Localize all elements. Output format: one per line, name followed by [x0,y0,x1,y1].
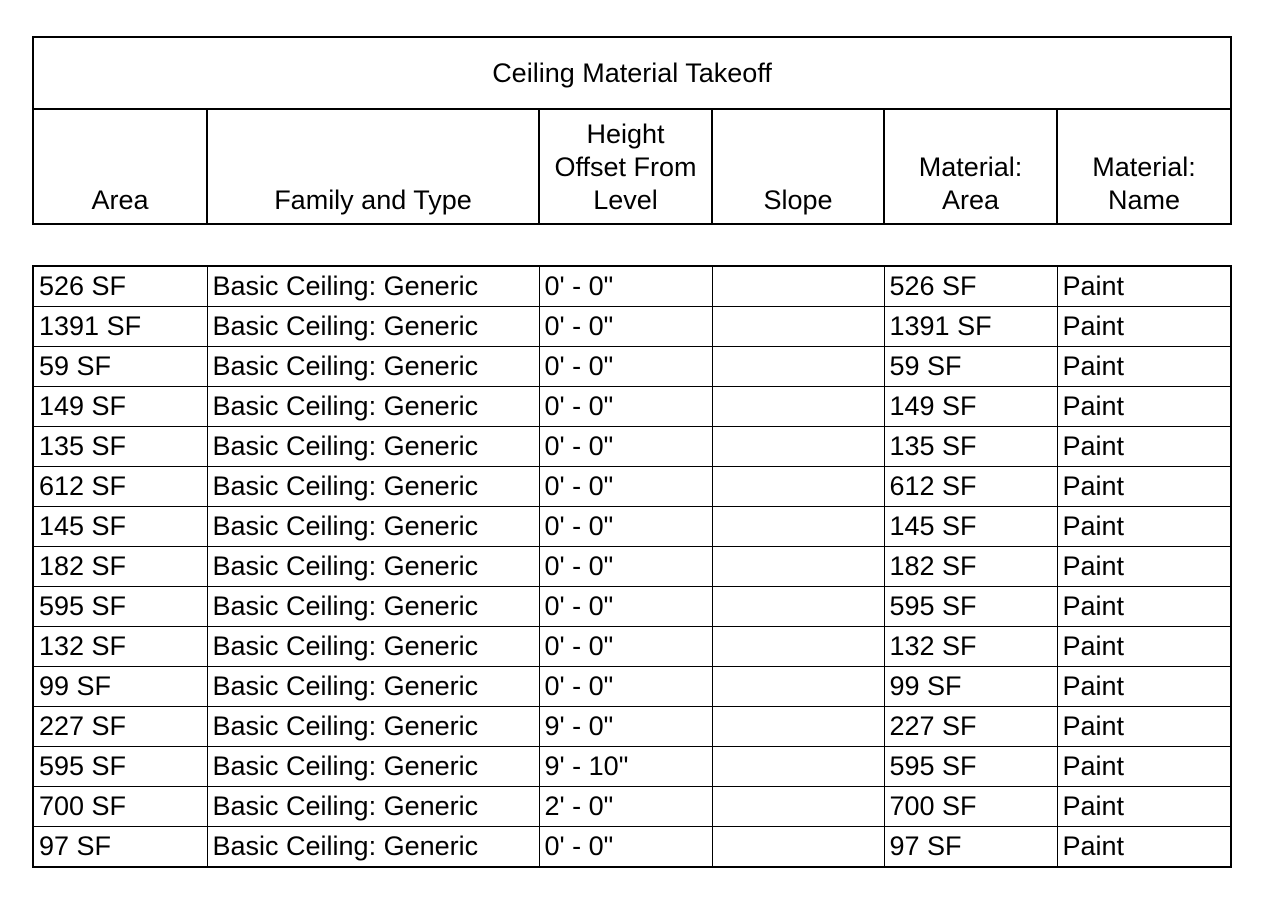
cell-family-and-type: Basic Ceiling: Generic [207,747,539,787]
cell-family-and-type: Basic Ceiling: Generic [207,667,539,707]
cell-material-name: Paint [1057,787,1231,827]
table-row [33,747,1231,787]
cell-material-area: 700 SF [884,787,1057,827]
cell-slope [712,547,884,587]
cell-height-offset-from-level: 9' - 0" [539,707,712,747]
cell-area: 595 SF [33,587,207,627]
cell-slope [712,387,884,427]
cell-family-and-type: Basic Ceiling: Generic [207,827,539,868]
schedule-gap [32,225,1230,265]
cell-height-offset-from-level: 0' - 0" [539,587,712,627]
column-header-family-and-type [207,109,539,224]
column-header-material-area [884,109,1057,224]
cell-family-and-type: Basic Ceiling: Generic [207,347,539,387]
cell-family-and-type: Basic Ceiling: Generic [207,427,539,467]
column-header-line: Height [586,119,665,149]
cell-area: 526 SF [33,266,207,307]
cell-family-and-type: Basic Ceiling: Generic [207,507,539,547]
cell-height-offset-from-level: 0' - 0" [539,427,712,467]
cell-slope [712,747,884,787]
cell-slope [712,507,884,547]
cell-height-offset-from-level: 9' - 10" [539,747,712,787]
table-row [33,587,1231,627]
cell-material-name: Paint [1057,266,1231,307]
cell-height-offset-from-level: 0' - 0" [539,627,712,667]
table-row [33,827,1231,868]
column-header-line: Slope [763,185,833,215]
cell-family-and-type: Basic Ceiling: Generic [207,387,539,427]
cell-slope [712,307,884,347]
cell-material-name: Paint [1057,467,1231,507]
table-row [33,507,1231,547]
cell-material-area: 595 SF [884,747,1057,787]
cell-area: 99 SF [33,667,207,707]
cell-height-offset-from-level: 0' - 0" [539,467,712,507]
cell-material-name: Paint [1057,427,1231,467]
cell-slope [712,707,884,747]
cell-material-area: 97 SF [884,827,1057,868]
cell-height-offset-from-level: 0' - 0" [539,547,712,587]
cell-area: 149 SF [33,387,207,427]
cell-height-offset-from-level: 0' - 0" [539,307,712,347]
column-header-line: Material: [918,152,1023,182]
column-header-height-offset-from-level [539,109,712,224]
cell-material-name: Paint [1057,827,1231,868]
cell-family-and-type: Basic Ceiling: Generic [207,787,539,827]
cell-slope [712,787,884,827]
table-row [33,307,1231,347]
cell-area: 135 SF [33,427,207,467]
cell-material-area: 132 SF [884,627,1057,667]
cell-area: 132 SF [33,627,207,667]
column-header-line: Area [91,185,149,215]
cell-material-area: 1391 SF [884,307,1057,347]
cell-material-name: Paint [1057,547,1231,587]
table-row [33,787,1231,827]
table-row [33,427,1231,467]
cell-height-offset-from-level: 0' - 0" [539,266,712,307]
cell-height-offset-from-level: 2' - 0" [539,787,712,827]
cell-material-area: 149 SF [884,387,1057,427]
cell-material-name: Paint [1057,747,1231,787]
cell-material-area: 59 SF [884,347,1057,387]
cell-material-name: Paint [1057,587,1231,627]
cell-slope [712,266,884,307]
cell-material-area: 99 SF [884,667,1057,707]
cell-area: 700 SF [33,787,207,827]
column-header-line: Name [1108,185,1181,215]
cell-material-name: Paint [1057,347,1231,387]
cell-family-and-type: Basic Ceiling: Generic [207,307,539,347]
cell-height-offset-from-level: 0' - 0" [539,507,712,547]
cell-material-area: 135 SF [884,427,1057,467]
column-header-material-name [1057,109,1231,224]
schedule-header-table [32,36,1232,225]
table-row [33,467,1231,507]
cell-material-name: Paint [1057,307,1231,347]
schedule-body-table [32,265,1232,868]
cell-material-area: 595 SF [884,587,1057,627]
cell-slope [712,587,884,627]
cell-material-area: 182 SF [884,547,1057,587]
cell-family-and-type: Basic Ceiling: Generic [207,587,539,627]
cell-material-name: Paint [1057,627,1231,667]
table-row [33,347,1231,387]
cell-family-and-type: Basic Ceiling: Generic [207,266,539,307]
schedule-title: Ceiling Material Takeoff [33,37,1231,109]
ceiling-material-takeoff-schedule [32,36,1230,868]
cell-height-offset-from-level: 0' - 0" [539,387,712,427]
table-row [33,627,1231,667]
cell-slope [712,467,884,507]
column-header-line: Level [593,185,658,215]
cell-area: 182 SF [33,547,207,587]
cell-height-offset-from-level: 0' - 0" [539,347,712,387]
cell-area: 59 SF [33,347,207,387]
cell-area: 97 SF [33,827,207,868]
cell-area: 595 SF [33,747,207,787]
column-header-slope [712,109,884,224]
column-header-line: Offset From [554,152,697,182]
cell-height-offset-from-level: 0' - 0" [539,827,712,868]
cell-family-and-type: Basic Ceiling: Generic [207,467,539,507]
cell-height-offset-from-level: 0' - 0" [539,667,712,707]
cell-material-name: Paint [1057,707,1231,747]
table-row [33,387,1231,427]
cell-slope [712,427,884,467]
cell-family-and-type: Basic Ceiling: Generic [207,627,539,667]
cell-slope [712,347,884,387]
cell-slope [712,667,884,707]
column-header-line: Material: [1092,152,1196,182]
cell-material-area: 526 SF [884,266,1057,307]
table-row [33,707,1231,747]
cell-slope [712,627,884,667]
cell-area: 227 SF [33,707,207,747]
column-header-line: Area [941,185,1000,215]
table-row [33,547,1231,587]
cell-material-area: 227 SF [884,707,1057,747]
cell-material-name: Paint [1057,507,1231,547]
cell-material-name: Paint [1057,387,1231,427]
column-header-line: Family and Type [274,185,472,215]
table-row [33,266,1231,307]
cell-material-area: 145 SF [884,507,1057,547]
cell-family-and-type: Basic Ceiling: Generic [207,547,539,587]
column-header-row [33,109,1231,224]
cell-material-area: 612 SF [884,467,1057,507]
cell-family-and-type: Basic Ceiling: Generic [207,707,539,747]
cell-material-name: Paint [1057,667,1231,707]
cell-area: 612 SF [33,467,207,507]
schedule-rows [33,266,1231,867]
table-row [33,667,1231,707]
cell-area: 1391 SF [33,307,207,347]
column-header-area [33,109,207,224]
cell-slope [712,827,884,868]
cell-area: 145 SF [33,507,207,547]
